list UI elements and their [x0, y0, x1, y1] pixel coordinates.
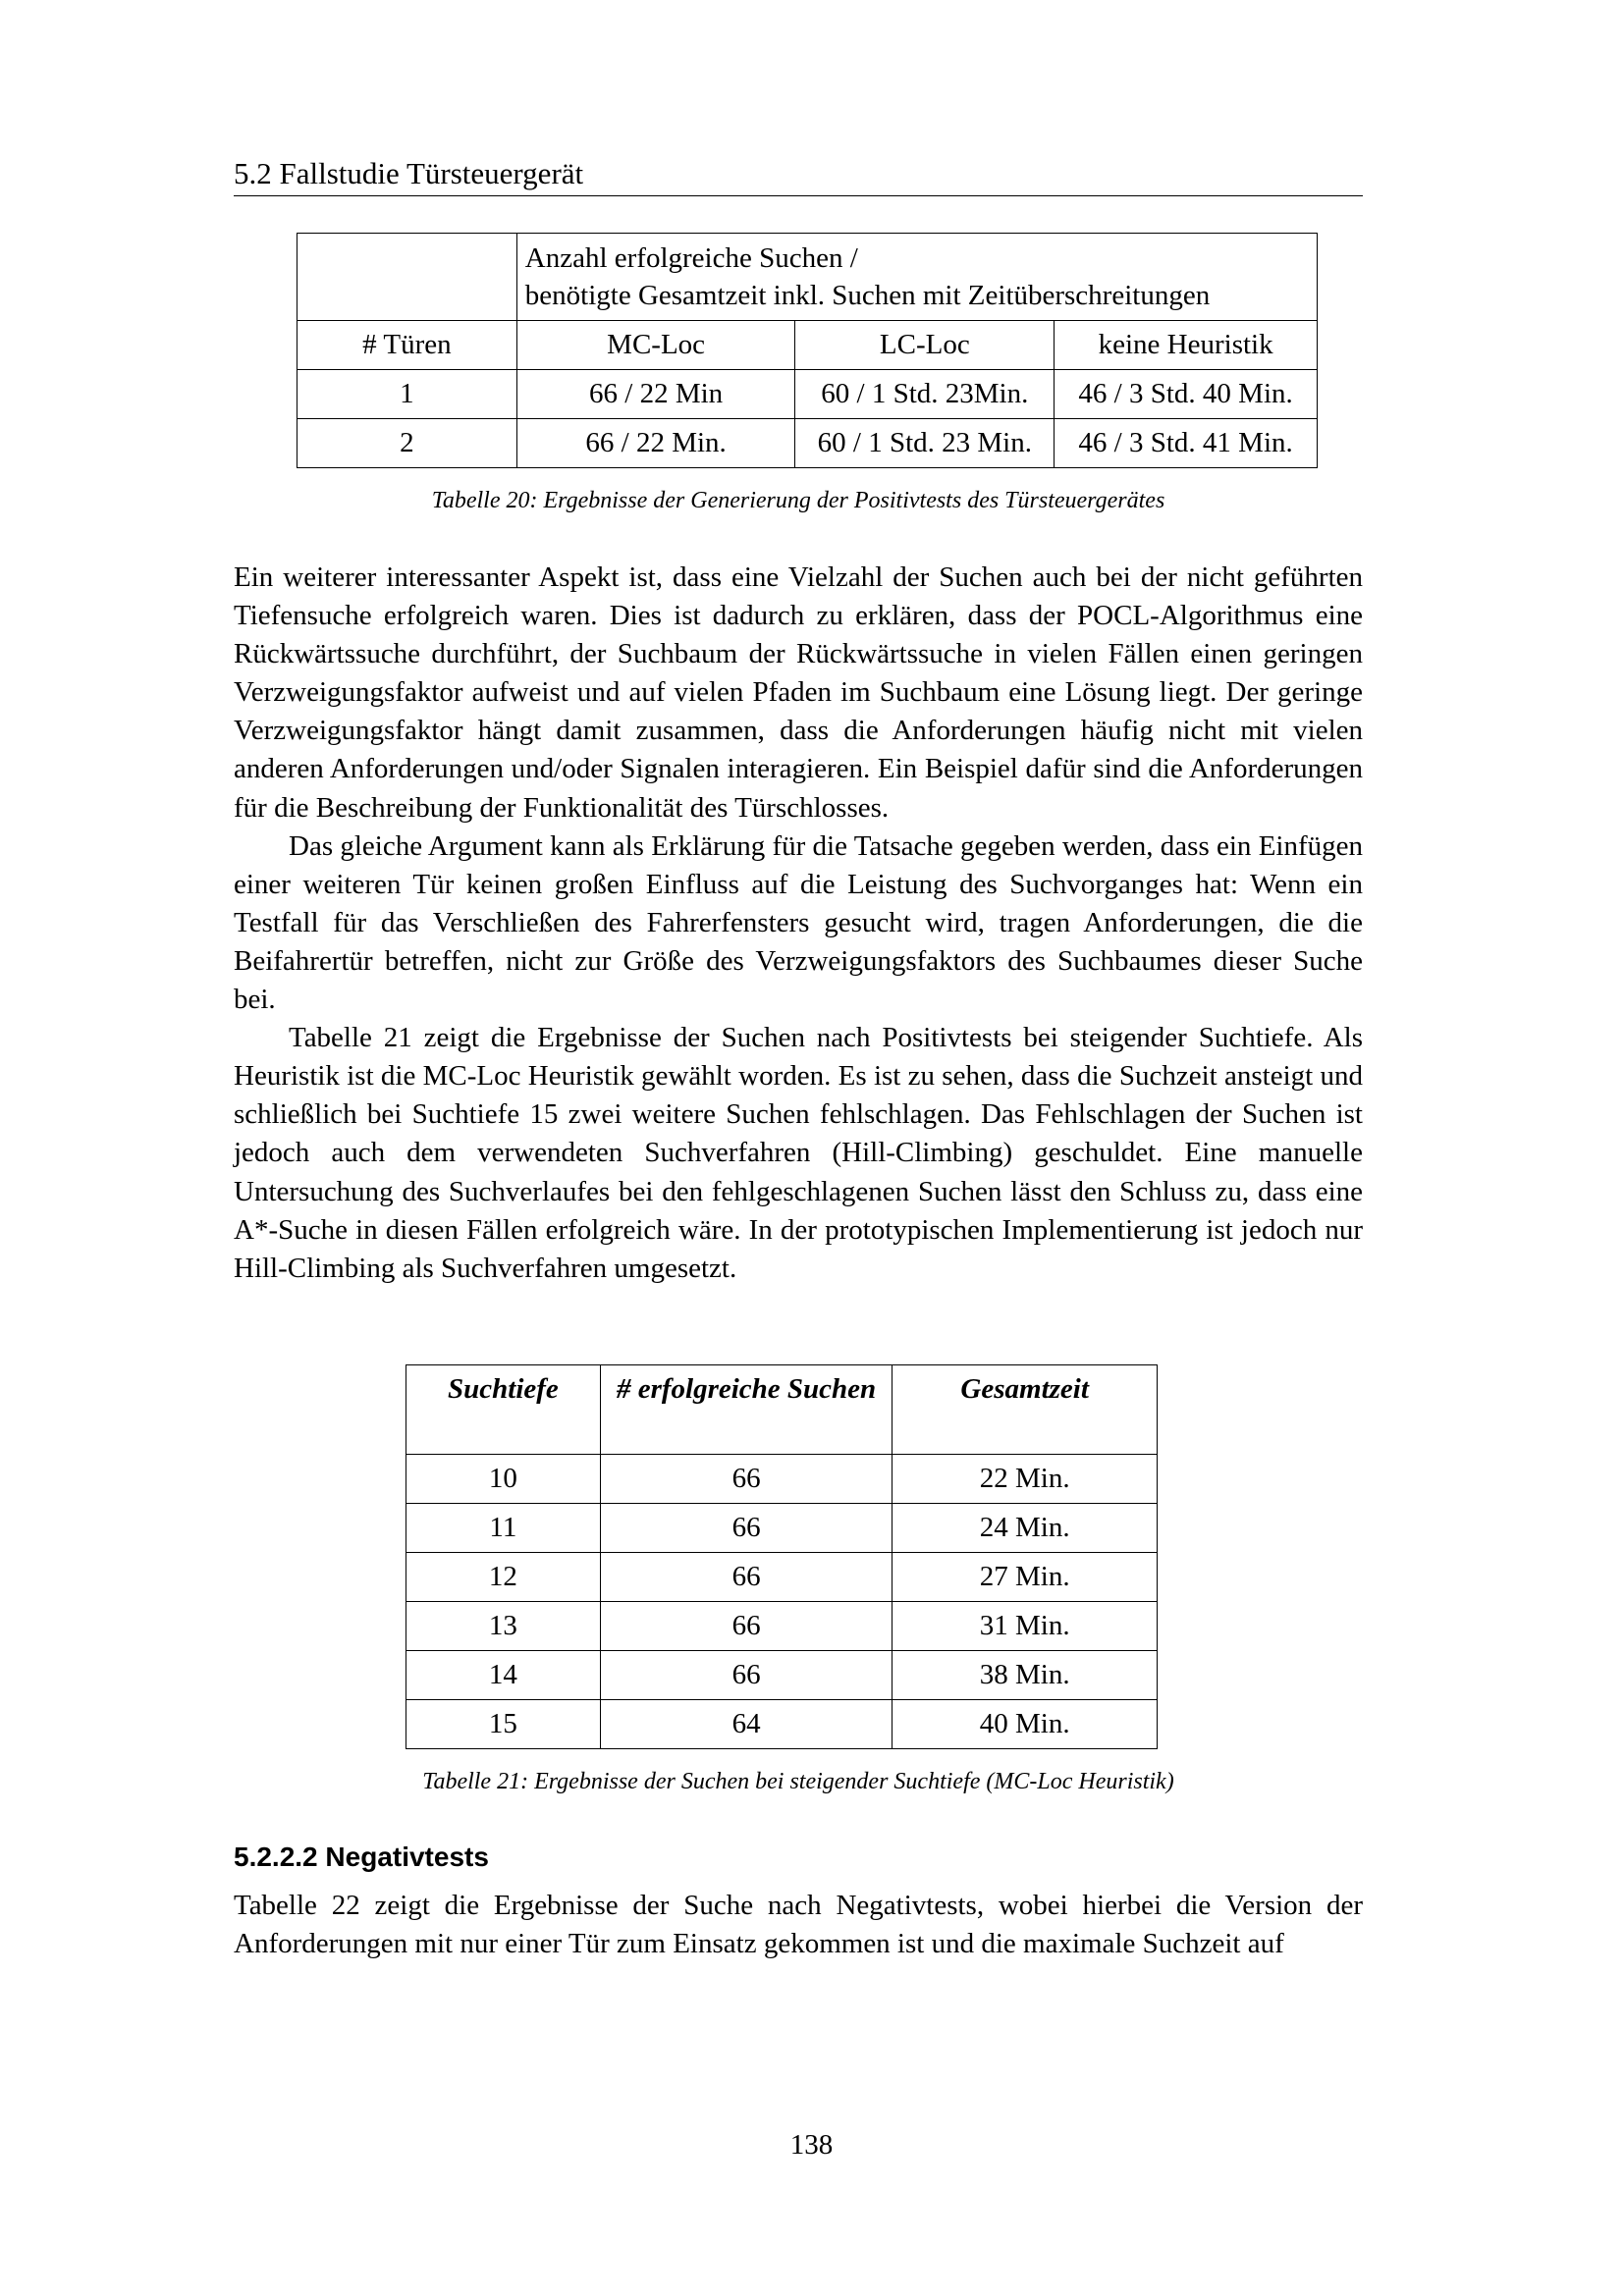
- table-cell: 64: [600, 1700, 893, 1749]
- column-header: Suchtiefe: [406, 1365, 601, 1455]
- table-cell: 11: [406, 1504, 601, 1553]
- table-cell: 14: [406, 1651, 601, 1700]
- group-header-line-2: benötigte Gesamtzeit inkl. Suchen mit Zeitüberschreitungen: [524, 280, 1211, 311]
- section-heading: 5.2.2.2 Negativtests: [234, 1842, 489, 1872]
- table-cell: 10: [406, 1455, 601, 1504]
- table-row: [298, 370, 1318, 419]
- column-header: # erfolgreiche Suchen: [600, 1365, 893, 1455]
- body-text-section: [234, 559, 1363, 1288]
- table-cell: 40 Min.: [893, 1700, 1158, 1749]
- table-cell: 66: [600, 1455, 893, 1504]
- table-cell: 22 Min.: [893, 1455, 1158, 1504]
- table-cell: 31 Min.: [893, 1602, 1158, 1651]
- body-text-section: [234, 1887, 1363, 1963]
- running-head: 5.2 Fallstudie Türsteuergerät: [234, 155, 1363, 196]
- table-column-header-row: [298, 321, 1318, 370]
- table-row: [406, 1504, 1158, 1553]
- table-cell: 60 / 1 Std. 23Min.: [795, 370, 1055, 419]
- table-row: [406, 1553, 1158, 1602]
- table-cell: 66 / 22 Min.: [516, 419, 795, 468]
- table-cell: 2: [298, 419, 517, 468]
- table-cell: 24 Min.: [893, 1504, 1158, 1553]
- table-row: [406, 1602, 1158, 1651]
- results-table-21: [406, 1364, 1158, 1749]
- table-cell-empty: [298, 234, 517, 321]
- table-cell: 46 / 3 Std. 41 Min.: [1055, 419, 1318, 468]
- table-header-row: [298, 234, 1318, 321]
- table-cell: 66: [600, 1602, 893, 1651]
- column-header: LC-Loc: [795, 321, 1055, 370]
- column-header: MC-Loc: [516, 321, 795, 370]
- column-header: Gesamtzeit: [893, 1365, 1158, 1455]
- table-cell: 66: [600, 1504, 893, 1553]
- table-cell: 66: [600, 1553, 893, 1602]
- results-table-20: [297, 233, 1318, 468]
- table-cell: 66: [600, 1651, 893, 1700]
- page-number: 138: [789, 2129, 834, 2161]
- table-cell: 66 / 22 Min: [516, 370, 795, 419]
- paragraph: Tabelle 22 zeigt die Ergebnisse der Suche nach Negativtests, wobei hierbei die Version der Anforderungen mit nur einer Tür zum Einsatz gekommen ist und die maximale Suchzeit auf: [234, 1890, 1363, 1960]
- table-row: [406, 1700, 1158, 1749]
- table-row: [298, 419, 1318, 468]
- table-cell: 27 Min.: [893, 1553, 1158, 1602]
- table-row: [406, 1455, 1158, 1504]
- table-row: [406, 1651, 1158, 1700]
- table-header-row: [406, 1365, 1158, 1455]
- table-cell: 13: [406, 1602, 601, 1651]
- paragraph: Ein weiterer interessanter Aspekt ist, dass eine Vielzahl der Suchen auch bei der nicht geführten Tiefensuche erfolgreich waren. Dies ist dadurch zu erklären, dass der POCL-Algorithmus eine Rückwärtssuche durchführt, der Suchbaum der Rückwärtssuche in vielen Fällen einen geringen Verzweigungsfaktor aufweist und auf vielen Pfaden im Suchbaum eine Lösung liegt. Der geringe Verzweigungsfaktor hängt damit zusammen, dass die Anforderungen häufig nicht mit vielen anderen Anforderungen und/oder Signalen interagieren. Ein Beispiel dafür sind die Anforderungen für die Beschreibung der Funktionalität des Türschlosses.: [234, 561, 1363, 824]
- group-header-line-1: Anzahl erfolgreiche Suchen /: [524, 242, 858, 274]
- column-header: keine Heuristik: [1055, 321, 1318, 370]
- column-header: # Türen: [298, 321, 517, 370]
- table-cell: 1: [298, 370, 517, 419]
- table-cell: 38 Min.: [893, 1651, 1158, 1700]
- table-cell: 15: [406, 1700, 601, 1749]
- paragraph: Tabelle 21 zeigt die Ergebnisse der Suchen nach Positivtests bei steigender Suchtiefe. Als Heuristik ist die MC-Loc Heuristik gewählt worden. Es ist zu sehen, dass die Suchzeit ansteigt und schließlich bei Suchtiefe 15 zwei weitere Suchen fehlschlagen. Das Fehlschlagen der Suchen ist jedoch auch dem verwendeten Suchverfahren (Hill-Climbing) geschuldet. Eine manuelle Untersuchung des Suchverlaufes bei den fehlgeschlagenen Suchen lässt den Schluss zu, dass eine A*-Suche in diesen Fällen erfolgreich wäre. In der prototypischen Implementierung ist jedoch nur Hill-Climbing als Suchverfahren umgesetzt.: [234, 1022, 1363, 1284]
- table-group-header: [516, 234, 1317, 321]
- table-cell: 12: [406, 1553, 601, 1602]
- paragraph: Das gleiche Argument kann als Erklärung für die Tatsache gegeben werden, dass ein Einfügen einer weiteren Tür keinen großen Einfluss auf die Leistung des Suchvorganges hat: Wenn ein Testfall für das Verschließen des Fahrerfensters gesucht wird, tragen Anforderungen, die die Beifahrertür betreffen, nicht zur Größe des Verzweigungsfaktors des Suchbaumes dieser Suche bei.: [234, 829, 1363, 1016]
- table-cell: 60 / 1 Std. 23 Min.: [795, 419, 1055, 468]
- table-cell: 46 / 3 Std. 40 Min.: [1055, 370, 1318, 419]
- table-20-caption: Tabelle 20: Ergebnisse der Generierung der Positivtests des Türsteuergerätes: [431, 488, 1165, 513]
- table-21-caption: Tabelle 21: Ergebnisse der Suchen bei steigender Suchtiefe (MC-Loc Heuristik): [422, 1769, 1174, 1794]
